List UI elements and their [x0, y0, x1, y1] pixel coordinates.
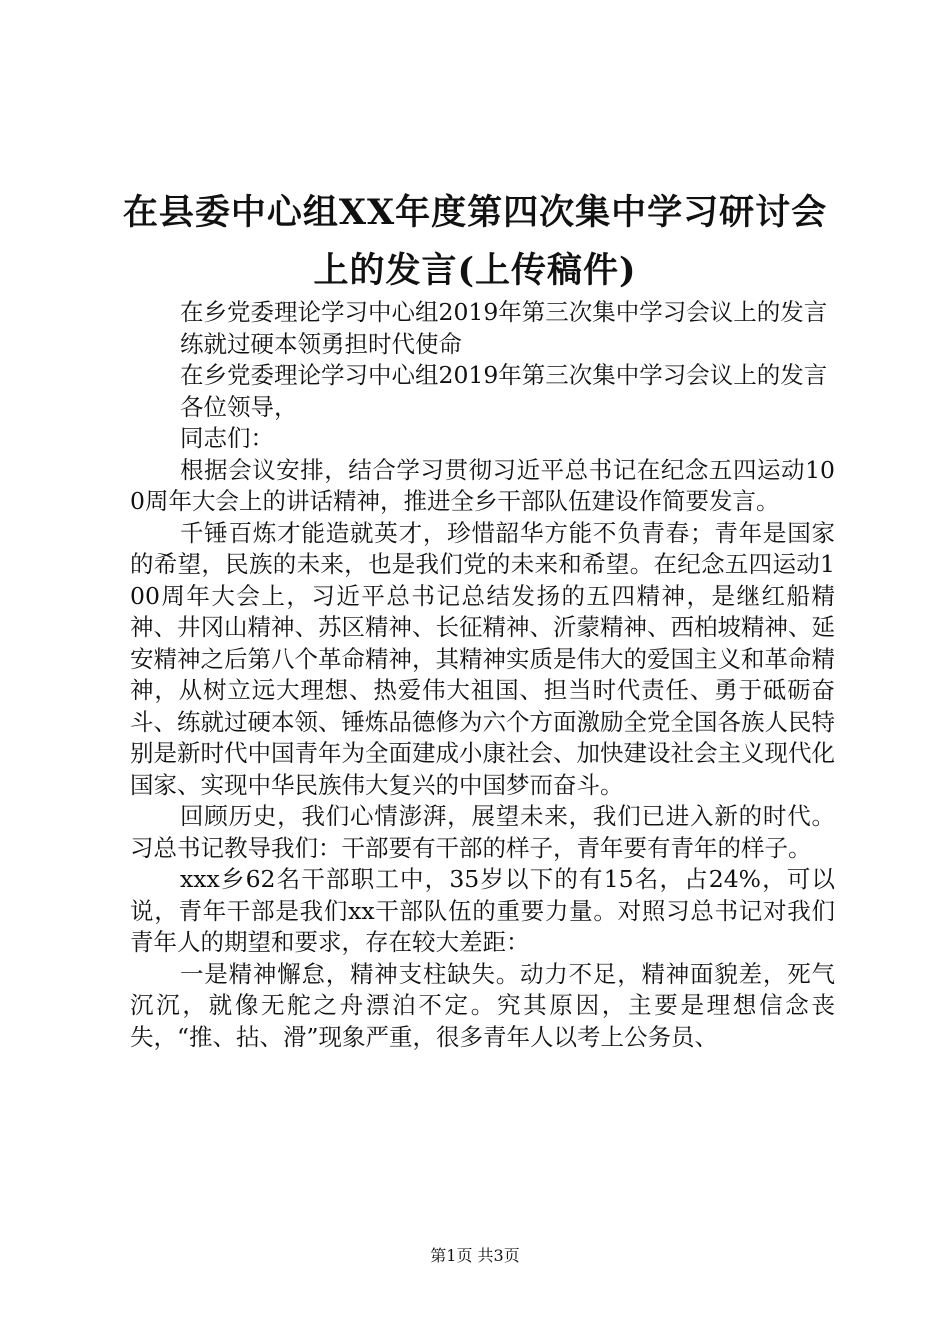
- document-body: [130, 297, 835, 1053]
- document-title: [100, 184, 850, 300]
- paragraph: 一是精神懈怠，精神支柱缺失。动力不足，精神面貌差，死气沉沉，就像无舵之舟漂泊不定。究其原因，主要是理想信念丧失，“推、拈、滑”现象严重，很多青年人以考上公务员、: [130, 959, 835, 1051]
- page-number: 第1页 共3页: [430, 1246, 520, 1265]
- paragraph: 练就过硬本领勇担时代使命: [180, 329, 462, 358]
- title-line-1: 在县委中心组XX年度第四次集中学习研讨会: [122, 192, 828, 233]
- paragraph: 千锤百炼才能造就英才，珍惜韶华方能不负青春；青年是国家的希望，民族的未来，也是我们党的未来和希望。在纪念五四运动100周年大会上，习近平总书记总结发扬的五四精神，是继红船精神、井冈山精神、苏区精神、长征精神、沂蒙精神、西柏坡精神、延安精神之后第八个革命精神，其精神实质是伟大的爱国主义和革命精神，从树立远大理想、热爱伟大祖国、担当时代责任、勇于砥砺奋斗、练就过硬本领、锤炼品德修为六个方面激励全党全国各族人民特别是新时代中国青年为全面建成小康社会、加快建设社会主义现代化国家、实现中华民族伟大复兴的中国梦而奋斗。: [130, 518, 835, 799]
- paragraph: 回顾历史，我们心情澎湃，展望未来，我们已进入新的时代。习总书记教导我们：干部要有干部的样子，青年要有青年的样子。: [130, 802, 835, 862]
- paragraph: 根据会议安排，结合学习贯彻习近平总书记在纪念五四运动100周年大会上的讲话精神，推进全乡干部队伍建设作简要发言。: [130, 455, 835, 515]
- page-footer: [0, 1246, 950, 1266]
- salutation: 同志们：: [180, 424, 274, 452]
- paragraph: 在乡党委理论学习中心组2019年第三次集中学习会议上的发言: [180, 361, 828, 389]
- title-line-2: 上的发言(上传稿件): [313, 250, 637, 291]
- paragraph: 在乡党委理论学习中心组2019年第三次集中学习会议上的发言: [180, 298, 828, 326]
- paragraph: xxx乡62名干部职工中，35岁以下的有15名，占24%，可以说，青年干部是我们xx干部队伍的重要力量。对照习总书记对我们青年人的期望和要求，存在较大差距：: [130, 865, 835, 956]
- salutation: 各位领导，: [180, 392, 298, 421]
